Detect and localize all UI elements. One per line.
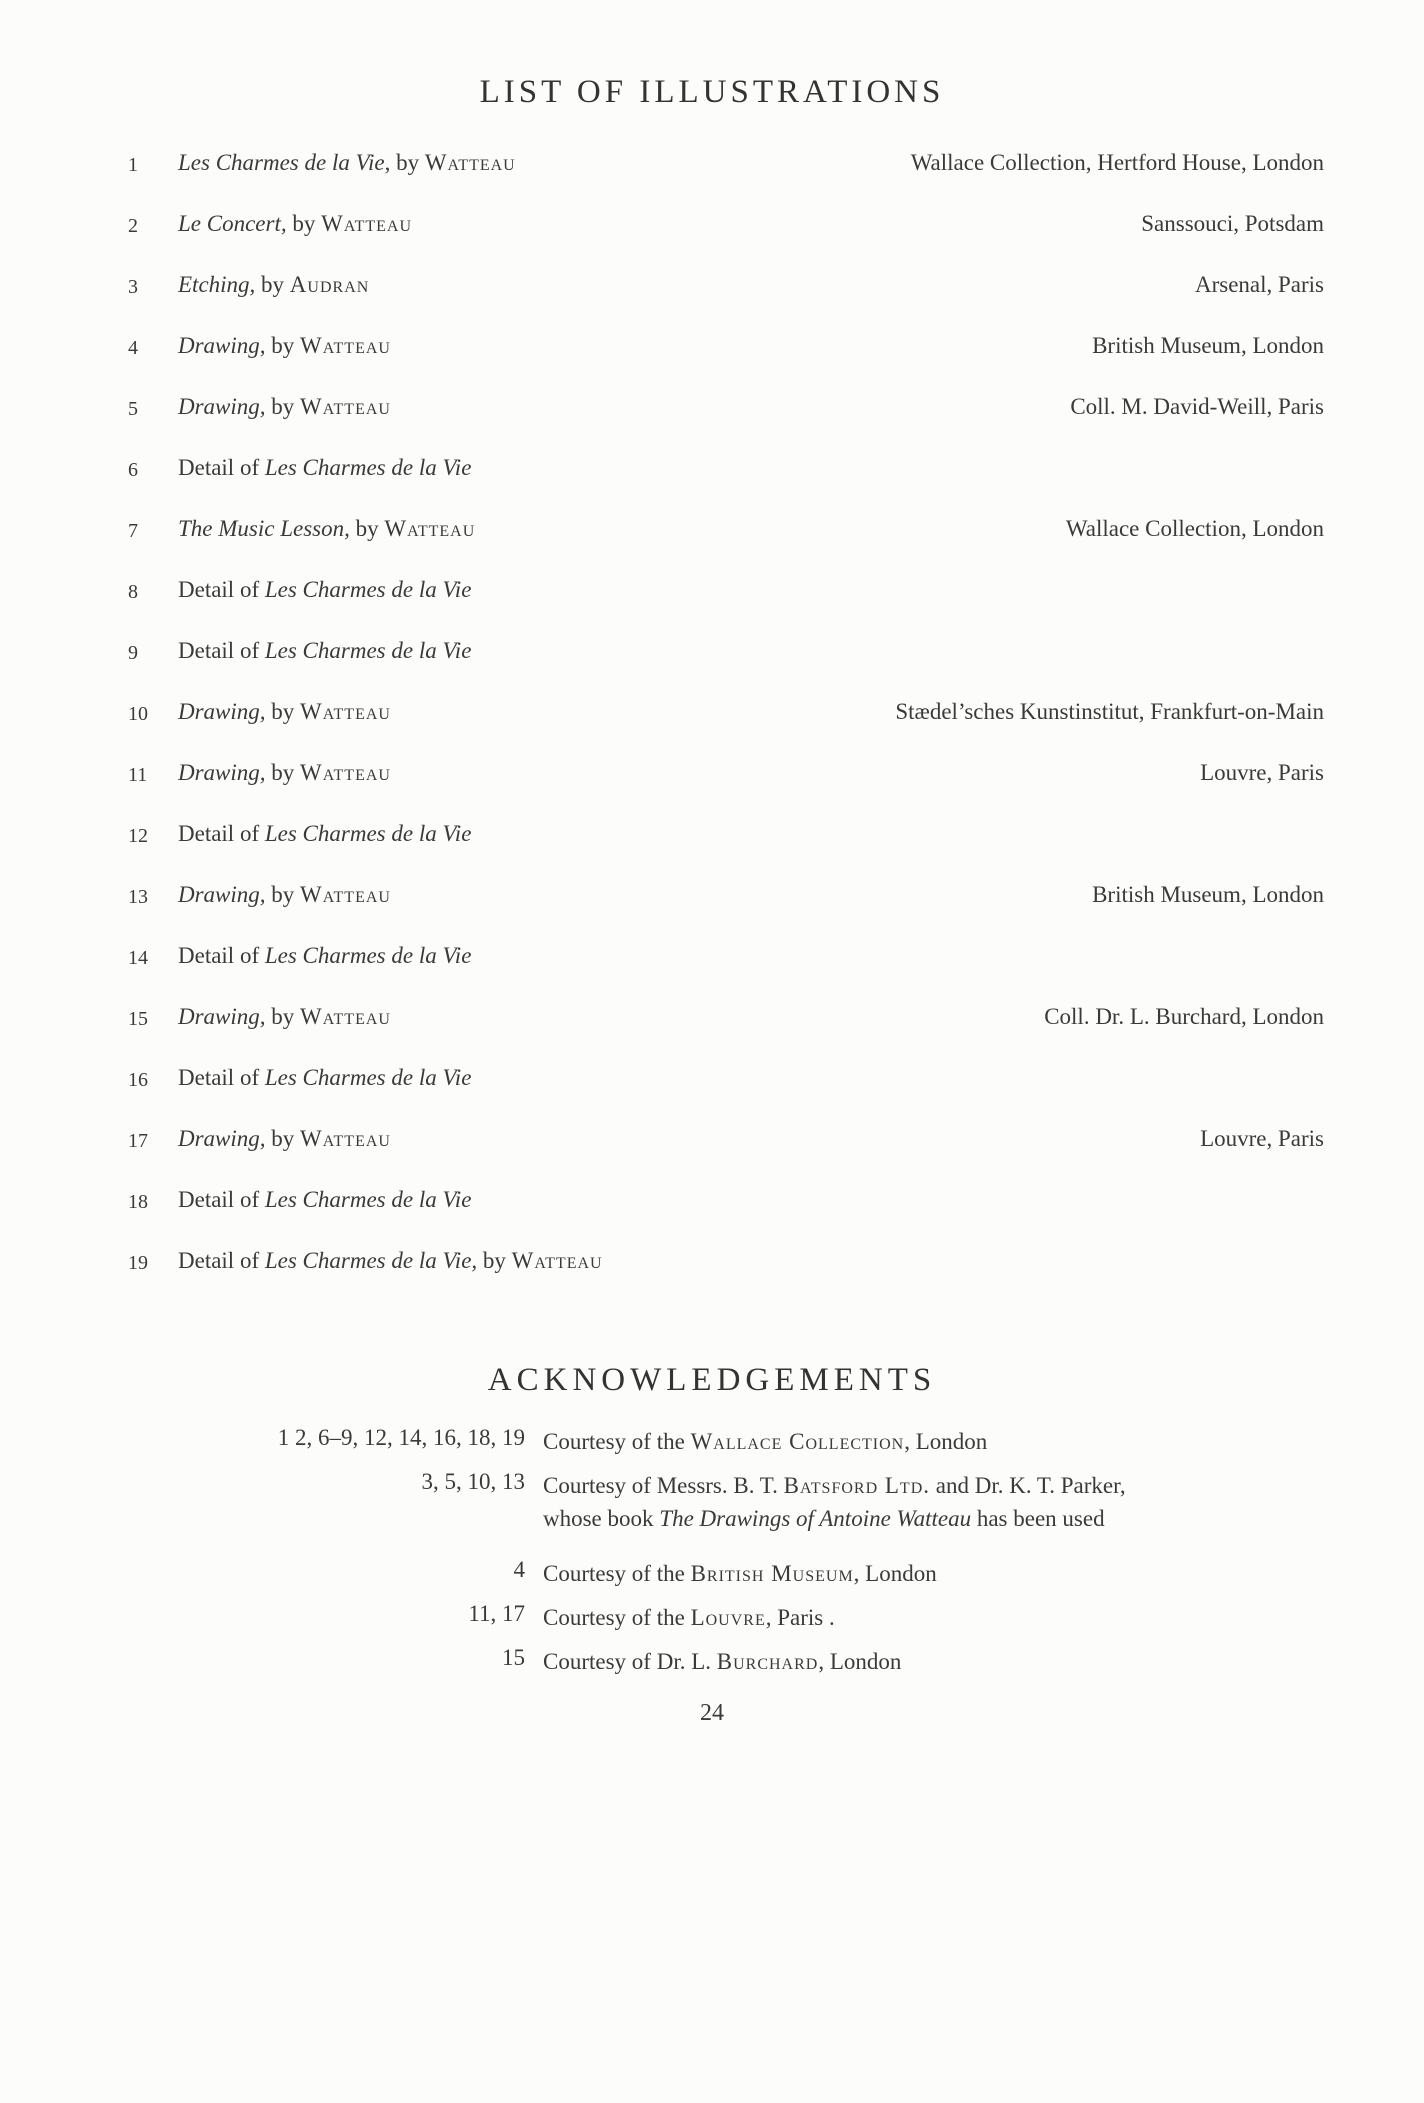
illustration-row [128, 577, 1324, 638]
artist-name: Watteau [300, 394, 391, 419]
artist-name: Watteau [511, 1248, 603, 1273]
artist-name: Watteau [321, 211, 413, 236]
illustration-description [178, 882, 391, 908]
ack-line-start: Courtesy of Messrs. B. T. [543, 1473, 784, 1498]
illustration-description [178, 1187, 471, 1213]
ack-institution: Batsford Ltd. [783, 1473, 931, 1498]
illustration-description [178, 638, 471, 664]
page-number: 24 [700, 1700, 724, 1726]
artwork-title: Drawing, [178, 333, 266, 358]
illustration-row [128, 699, 1324, 760]
artwork-title: Le Concert, [178, 211, 287, 236]
illustration-description [178, 821, 471, 847]
illustration-location: Coll. M. David-Weill, Paris [1070, 394, 1324, 419]
ack-institution: Wallace Collection [690, 1429, 905, 1454]
illustration-description [178, 699, 391, 725]
acknowledgement-row [170, 1425, 1330, 1469]
artwork-title: Les Charmes de la Vie [264, 943, 472, 968]
acknowledgement-row [170, 1645, 1330, 1689]
artwork-title: Drawing, [178, 1004, 266, 1029]
illustration-row [128, 333, 1324, 394]
acknowledgement-refs: 4 [513, 1557, 525, 1582]
ack-line2-prefix: whose book [543, 1506, 660, 1532]
artwork-title: Drawing, [178, 699, 266, 724]
illustration-number: 2 [128, 215, 138, 237]
artist-name: Watteau [384, 516, 476, 541]
illustration-location: British Museum, London [1092, 333, 1324, 358]
illustration-number: 15 [128, 1008, 148, 1030]
description-by: by [265, 699, 301, 724]
illustration-description [178, 455, 471, 481]
illustration-description [178, 1065, 471, 1091]
artwork-title: The Music Lesson, [178, 516, 350, 541]
description-by: by [265, 1126, 301, 1151]
ack-line-start: Courtesy of the [543, 1561, 691, 1586]
description-prefix: Detail of [178, 1187, 265, 1212]
acknowledgement-refs: 1 2, 6–9, 12, 14, 16, 18, 19 [277, 1425, 525, 1450]
description-prefix: Detail of [178, 943, 265, 968]
artwork-title: Les Charmes de la Vie [178, 150, 385, 175]
description-by: , by [384, 150, 425, 175]
illustration-location: Louvre, Paris [1200, 1126, 1324, 1151]
illustration-number: 14 [128, 947, 148, 969]
illustration-row [128, 1126, 1324, 1187]
illustration-description [178, 1126, 391, 1152]
description-prefix: Detail of [178, 821, 265, 846]
artwork-title: Les Charmes de la Vie [264, 638, 472, 663]
illustration-description [178, 150, 516, 176]
illustration-number: 5 [128, 398, 138, 420]
illustration-row [128, 211, 1324, 272]
illustration-number: 19 [128, 1252, 148, 1274]
illustration-description [178, 333, 391, 359]
illustration-row [128, 760, 1324, 821]
illustration-number: 9 [128, 642, 138, 664]
illustration-location: Wallace Collection, Hertford House, London [910, 150, 1324, 175]
ack-line-end: , London [853, 1561, 937, 1586]
acknowledgement-row [170, 1557, 1330, 1601]
artist-name: Watteau [300, 1126, 391, 1151]
description-by: by [265, 1004, 301, 1029]
artwork-title: Les Charmes de la Vie [264, 821, 472, 846]
illustration-location: Louvre, Paris [1200, 760, 1324, 785]
description-by: by [477, 1248, 512, 1273]
acknowledgement-row [170, 1601, 1330, 1645]
acknowledgement-refs: 3, 5, 10, 13 [421, 1469, 525, 1494]
illustration-row [128, 1004, 1324, 1065]
illustration-row [128, 1187, 1324, 1248]
acknowledgement-text [543, 1469, 1343, 1536]
acknowledgement-text [543, 1645, 1343, 1678]
illustration-location: Arsenal, Paris [1194, 272, 1324, 297]
artist-name: Watteau [300, 699, 391, 724]
illustration-number: 17 [128, 1130, 148, 1152]
illustration-row [128, 638, 1324, 699]
ack-line-start: Courtesy of Dr. L. [543, 1649, 717, 1674]
artwork-title: Drawing, [178, 882, 266, 907]
illustration-number: 7 [128, 520, 138, 542]
illustration-description [178, 394, 391, 420]
artist-name: Watteau [300, 333, 391, 358]
illustration-location: Wallace Collection, London [1065, 516, 1324, 541]
ack-line2-suffix: has been used [971, 1506, 1105, 1532]
artwork-title: Les Charmes de la Vie, [264, 1248, 478, 1273]
illustration-number: 8 [128, 581, 138, 603]
artist-name: Watteau [300, 760, 391, 785]
description-prefix: Detail of [178, 638, 265, 663]
description-by: by [265, 760, 301, 785]
artist-name: Watteau [424, 150, 516, 175]
illustration-number: 11 [128, 764, 148, 786]
book-title: The Drawings of Antoine Watteau [659, 1506, 972, 1532]
artwork-title: Les Charmes de la Vie [264, 1187, 472, 1212]
acknowledgements-title: ACKNOWLEDGEMENTS [487, 1362, 937, 1398]
description-by: by [255, 272, 290, 297]
illustration-row [128, 1065, 1324, 1126]
illustration-row [128, 272, 1324, 333]
artist-name: Watteau [300, 1004, 391, 1029]
illustration-number: 13 [128, 886, 148, 908]
illustration-row [128, 394, 1324, 455]
illustration-number: 4 [128, 337, 138, 359]
ack-institution: Burchard [716, 1649, 819, 1674]
illustration-location: Stædel’sches Kunstinstitut, Frankfurt-on-Main [895, 699, 1324, 724]
ack-line-start: Courtesy of the [543, 1429, 691, 1454]
illustration-number: 3 [128, 276, 138, 298]
illustration-description [178, 760, 391, 786]
illustration-row [128, 943, 1324, 1004]
illustration-number: 18 [128, 1191, 148, 1213]
illustration-description [178, 272, 369, 298]
page-title: LIST OF ILLUSTRATIONS [479, 74, 945, 110]
illustration-description [178, 943, 471, 969]
illustration-description [178, 1004, 391, 1030]
illustration-number: 12 [128, 825, 148, 847]
ack-institution: British Museum [690, 1561, 854, 1586]
acknowledgements-list [170, 1425, 1330, 1689]
description-prefix: Detail of [178, 1248, 265, 1273]
illustration-location: Coll. Dr. L. Burchard, London [1044, 1004, 1324, 1029]
acknowledgement-text [543, 1425, 1343, 1458]
acknowledgement-row [170, 1469, 1330, 1557]
illustration-number: 10 [128, 703, 148, 725]
description-by: by [286, 211, 322, 236]
ack-line-start: Courtesy of the [543, 1605, 691, 1630]
illustration-row [128, 1248, 1324, 1309]
ack-line-end: , Paris . [765, 1605, 835, 1630]
description-by: by [265, 333, 301, 358]
ack-line-end: , London [818, 1649, 902, 1674]
illustration-description [178, 516, 475, 542]
illustration-row [128, 150, 1324, 211]
ack-line-end: and Dr. K. T. Parker, [930, 1473, 1126, 1498]
artwork-title: Drawing, [178, 1126, 266, 1151]
description-prefix: Detail of [178, 1065, 265, 1090]
artist-name: Audran [289, 272, 370, 297]
ack-institution: Louvre [690, 1605, 766, 1630]
artist-name: Watteau [300, 882, 391, 907]
illustration-row [128, 882, 1324, 943]
illustration-number: 6 [128, 459, 138, 481]
acknowledgement-text [543, 1557, 1343, 1590]
description-by: by [265, 394, 301, 419]
description-prefix: Detail of [178, 455, 265, 480]
artwork-title: Les Charmes de la Vie [264, 577, 472, 602]
acknowledgement-refs: 15 [502, 1645, 525, 1670]
illustrations-list [128, 150, 1324, 1309]
artwork-title: Etching, [178, 272, 256, 297]
acknowledgement-text [543, 1601, 1343, 1634]
illustration-description [178, 1248, 603, 1274]
illustration-location: Sanssouci, Potsdam [1141, 211, 1324, 236]
illustration-number: 1 [128, 154, 138, 176]
illustration-row [128, 455, 1324, 516]
ack-line-end: , London [904, 1429, 988, 1454]
description-by: by [349, 516, 385, 541]
artwork-title: Les Charmes de la Vie [264, 1065, 472, 1090]
description-prefix: Detail of [178, 577, 265, 602]
description-by: by [265, 882, 301, 907]
artwork-title: Drawing, [178, 394, 266, 419]
illustration-number: 16 [128, 1069, 148, 1091]
artwork-title: Drawing, [178, 760, 266, 785]
illustration-description [178, 211, 412, 237]
acknowledgement-refs: 11, 17 [468, 1601, 525, 1626]
illustration-row [128, 821, 1324, 882]
illustration-row [128, 516, 1324, 577]
illustration-location: British Museum, London [1092, 882, 1324, 907]
artwork-title: Les Charmes de la Vie [264, 455, 472, 480]
illustration-description [178, 577, 471, 603]
